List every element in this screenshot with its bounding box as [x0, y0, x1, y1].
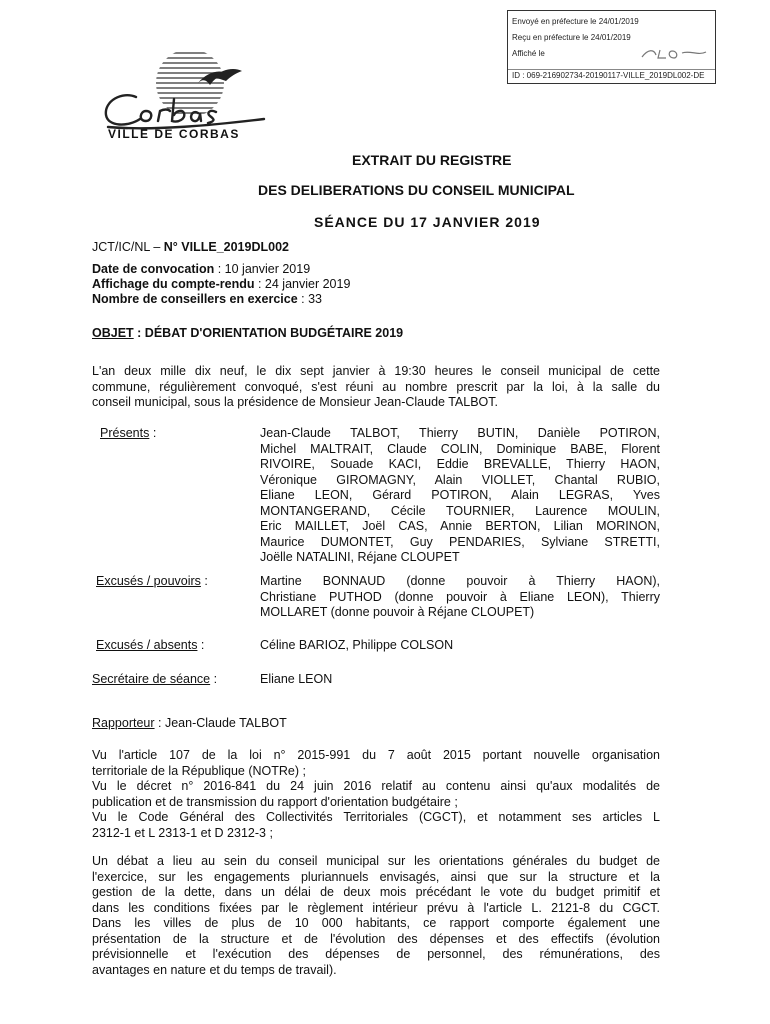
intro-line: L'an deux mille dix neuf, le dix sept janvier à 19:30 heures le conseil municipal de cette: [92, 364, 660, 378]
visa-line: Vu le décret n° 2016-841 du 24 juin 2016 relatif au contenu ainsi qu'aux modalités de: [92, 779, 660, 793]
convocation-label: Date de convocation: [92, 262, 215, 276]
rapporteur-label: Rapporteur: [92, 716, 155, 730]
title-registre: EXTRAIT DU REGISTRE: [352, 152, 512, 168]
visa-line: Vu le Code Général des Collectivités Territoriales (CGCT), et notamment ses articles L: [92, 810, 660, 824]
presents-line: Véronique GIROMAGNY, Alain VIOLLET, Chantal RUBIO,: [260, 472, 660, 487]
excuses-absents-value: Céline BARIOZ, Philippe COLSON: [260, 638, 454, 652]
presents-line: Michel MALTRAIT, Claude COLIN, Dominique BABE, Florent: [260, 441, 660, 456]
excuses-pouvoirs-line: MOLLARET (donne pouvoir à Réjane CLOUPET): [260, 605, 535, 619]
affichage-value: : 24 janvier 2019: [254, 277, 351, 291]
body-line: prévisionnelle et l'exécution des dépenses de personnel, des rémunérations, des: [92, 947, 660, 961]
intro-paragraph: [92, 364, 660, 411]
reference-prefix: JCT/IC/NL –: [92, 240, 164, 254]
visa-line: territoriale de la République (NOTRe) ;: [92, 763, 306, 778]
affichage-label: Affichage du compte-rendu: [92, 277, 255, 291]
presents-label-wrap: Présents :: [100, 426, 157, 440]
body-line: gestion de la dette, dans un délai de deux mois précédant le vote du budget primitif et: [92, 885, 660, 899]
stamp-received-line: Reçu en préfecture le 24/01/2019: [512, 33, 631, 42]
visas-paragraph: [92, 748, 660, 841]
intro-line: commune, régulièrement convoqué, s'est réuni au nombre prescrit par la loi, à la salle du: [92, 379, 660, 394]
convocation-line: [92, 262, 310, 278]
affichage-line: [92, 277, 350, 293]
presents-line: Eliane LEON, Gérard POTIRON, Alain LEGRAS, Yves: [260, 488, 660, 502]
excuses-pouvoirs-line: Martine BONNAUD (donne pouvoir à Thierry HAON),: [260, 574, 660, 588]
prefecture-stamp: [507, 10, 716, 84]
excuses-pouvoirs-list: [260, 574, 660, 621]
convocation-value: : 10 janvier 2019: [214, 262, 311, 276]
secretaire-value: Eliane LEON: [260, 672, 333, 686]
rapporteur-value: : Jean-Claude TALBOT: [154, 716, 287, 730]
presents-line: RIVOIRE, Souade KACI, Eddie BREVALLE, Thierry HAON,: [260, 457, 660, 471]
visa-line: 2312-1 et L 2313-1 et D 2312-3 ;: [92, 825, 273, 840]
objet-label: OBJET: [92, 326, 134, 340]
excuses-pouvoirs-label-wrap: Excusés / pouvoirs :: [96, 574, 208, 588]
presents-label: Présents: [100, 426, 150, 440]
stamp-signature: [638, 47, 710, 61]
body-line: présentation de la structure et de l'évolution des dépenses et des effectifs (évolution: [92, 931, 660, 946]
title-deliberations: DES DELIBERATIONS DU CONSEIL MUNICIPAL: [258, 182, 575, 198]
excuses-absents-label-wrap: Excusés / absents :: [96, 638, 205, 652]
visa-line: publication et de transmission du rapport d'orientation budgétaire ;: [92, 794, 458, 809]
presents-line: Maurice DUMONTET, Guy PENDARIES, Sylviane STRETTI,: [260, 534, 660, 549]
conseillers-label: Nombre de conseillers en exercice: [92, 292, 298, 306]
reference-number: N° VILLE_2019DL002: [163, 240, 289, 254]
presents-line: MONTANGERAND, Cécile TOURNIER, Laurence MOULIN,: [260, 503, 660, 518]
secretaire-label-wrap: Secrétaire de séance :: [92, 672, 218, 686]
body-line: dans les conditions fixées par le règlement intérieur prévu à l'article L. 2121-8 du CGCT.: [92, 900, 660, 915]
stamp-posted-line: Affiché le: [512, 49, 545, 58]
body-paragraph: [92, 854, 660, 978]
excuses-pouvoirs-line: Christiane PUTHOD (donne pouvoir à Eliane LEON), Thierry: [260, 589, 660, 604]
title-seance: SÉANCE DU 17 JANVIER 2019: [314, 214, 541, 230]
secretaire-label: Secrétaire de séance: [92, 672, 211, 686]
objet-text: : DÉBAT D'ORIENTATION BUDGÉTAIRE 2019: [133, 326, 404, 340]
stamp-id-line: ID : 069-216902734-20190117-VILLE_2019DL002-DE: [512, 71, 705, 80]
logo-caption: VILLE DE CORBAS: [108, 127, 240, 141]
body-line: avantages en nature et du temps de travail).: [92, 962, 337, 977]
stamp-sent-line: Envoyé en préfecture le 24/01/2019: [512, 17, 639, 26]
rapporteur-line: [92, 716, 287, 732]
visa-line: Vu l'article 107 de la loi n° 2015-991 du 7 août 2015 portant nouvelle organisation: [92, 748, 660, 762]
reference-line: [92, 240, 289, 256]
presents-list: [260, 426, 660, 566]
body-line: l'exercice, sur les engagements pluriannuels envisagés, ainsi que sur la structure et la: [92, 869, 660, 884]
conseillers-line: [92, 292, 322, 308]
excuses-absents-label: Excusés / absents: [96, 638, 198, 652]
presents-line: Jean-Claude TALBOT, Thierry BUTIN, Danièle POTIRON,: [260, 426, 660, 440]
presents-line: Joëlle NATALINI, Réjane CLOUPET: [260, 550, 460, 564]
objet-line: [92, 326, 403, 342]
presents-line: Eric MAILLET, Joël CAS, Annie BERTON, Lilian MORINON,: [260, 519, 660, 533]
body-line: Dans les villes de plus de 10 000 habitants, ce rapport comporte également une: [92, 916, 660, 930]
excuses-pouvoirs-label: Excusés / pouvoirs: [96, 574, 201, 588]
intro-line: conseil municipal, sous la présidence de Monsieur Jean-Claude TALBOT.: [92, 395, 498, 409]
body-line: Un débat a lieu au sein du conseil municipal sur les orientations générales du budget de: [92, 854, 660, 868]
conseillers-value: : 33: [297, 292, 322, 306]
